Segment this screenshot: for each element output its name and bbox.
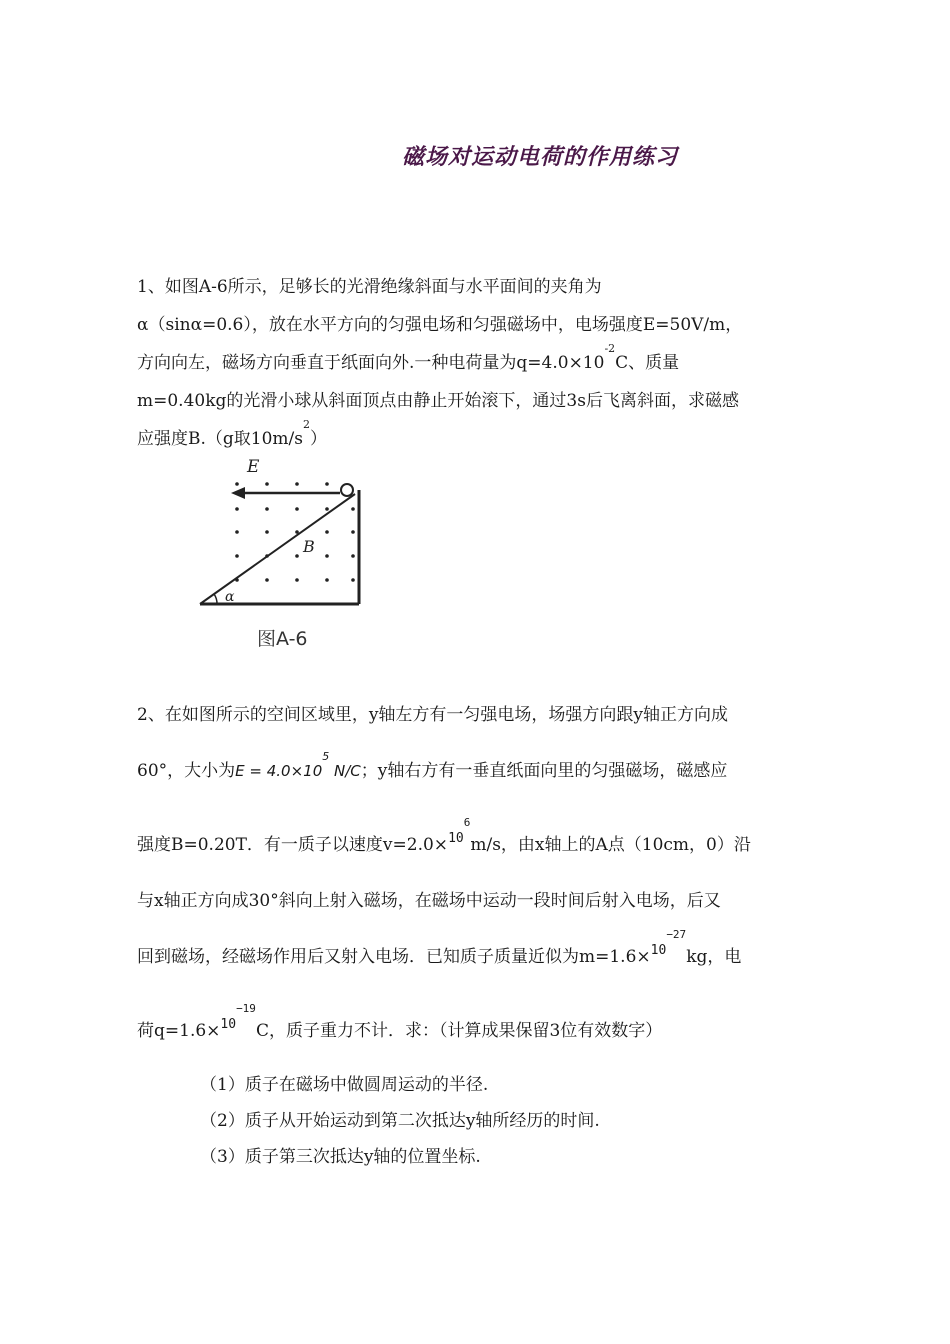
q2-line-4: 与x轴正方向成30°斜向上射入磁场，在磁场中运动一段时间后射入电场，后又 [137, 891, 721, 911]
field-formula-unit: N/C [329, 762, 361, 780]
q2-line-6-text-end: C，质子重力不计．求：（计算成果保留3位有效数字） [255, 1021, 663, 1041]
q2-line-3-text: 强度B=0.20T．有一质子以速度v=2.0× [137, 835, 449, 855]
q2-line-5-text-end: kg，电 [686, 947, 742, 967]
q1-line-3-text: 方向向左，磁场方向垂直于纸面向外.一种电荷量为q=4.0×10 [137, 353, 605, 373]
figure-caption: 图A-6 [257, 628, 308, 650]
q2-line-2-text: 60°，大小为 [137, 761, 236, 781]
field-formula-base: E = 4.0×10 [235, 762, 323, 780]
q2-line-5-power-base: 10 [650, 943, 667, 958]
label-e: E [247, 457, 260, 477]
q2-line-3-power-base: 10 [448, 831, 464, 846]
field-formula-exponent: 5 [322, 750, 330, 763]
q2-subquestion-3: （3）质子第三次抵达y轴的位置坐标. [200, 1147, 481, 1167]
q2-line-5 [137, 928, 742, 967]
q1-line-5 [137, 418, 327, 449]
field-formula [235, 750, 361, 780]
page-title: 磁场对运动电荷的作用练习 [402, 145, 679, 170]
q2-line-5-power-exp: −27 [666, 928, 687, 941]
ball-icon [341, 484, 353, 496]
incline-line [200, 494, 355, 604]
q2-line-6-power [220, 1002, 256, 1032]
q1-line-3-exponent: -2 [604, 342, 616, 355]
q2-line-5-text: 回到磁场，经磁场作用后又射入电场．已知质子质量近似为m=1.6× [137, 947, 651, 967]
q1-line-4: m=0.40kg的光滑小球从斜面顶点由静止开始滚下，通过3s后飞离斜面，求磁感 [137, 391, 739, 411]
q2-subquestion-1: （1）质子在磁场中做圆周运动的半径. [200, 1075, 489, 1095]
q2-line-6-text: 荷q=1.6× [137, 1021, 221, 1041]
figure-a6 [195, 452, 375, 612]
field-arrow-head-icon [231, 487, 245, 499]
q2-line-3-power [448, 816, 471, 846]
q1-line-5-exponent: 2 [302, 418, 310, 431]
q2-line-2-text-end: ；y轴右方有一垂直纸面向里的匀强磁场，磁感应 [360, 761, 728, 781]
q1-line-3-text-end: C、质量 [615, 353, 680, 373]
q2-line-1: 2、在如图所示的空间区域里，y轴左方有一匀强电场，场强方向跟y轴正方向成 [137, 705, 729, 725]
q1-line-2: α（sinα=0.6），放在水平方向的匀强电场和匀强磁场中，电场强度E=50V/m， [137, 315, 743, 335]
label-alpha: α [225, 589, 235, 605]
q2-line-5-power [650, 928, 687, 958]
label-b: B [303, 537, 315, 556]
q2-line-3-text-end: m/s，由x轴上的A点（10cm，0）沿 [470, 835, 751, 855]
q2-line-6 [137, 1002, 663, 1041]
q1-line-3 [137, 342, 680, 373]
q2-line-3-power-exp: 6 [463, 816, 471, 829]
q1-line-1: 1、如图A-6所示，足够长的光滑绝缘斜面与水平面间的夹角为 [137, 277, 602, 297]
q2-subquestion-2: （2）质子从开始运动到第二次抵达y轴所经历的时间. [200, 1111, 600, 1131]
q1-line-5-text-end: ） [309, 429, 327, 449]
q2-line-2 [137, 750, 728, 781]
q2-line-3 [137, 816, 751, 855]
q1-line-5-text: 应强度B.（g取10m/s [137, 429, 303, 449]
q2-line-6-power-exp: −19 [236, 1002, 256, 1015]
q2-line-6-power-base: 10 [220, 1017, 237, 1032]
